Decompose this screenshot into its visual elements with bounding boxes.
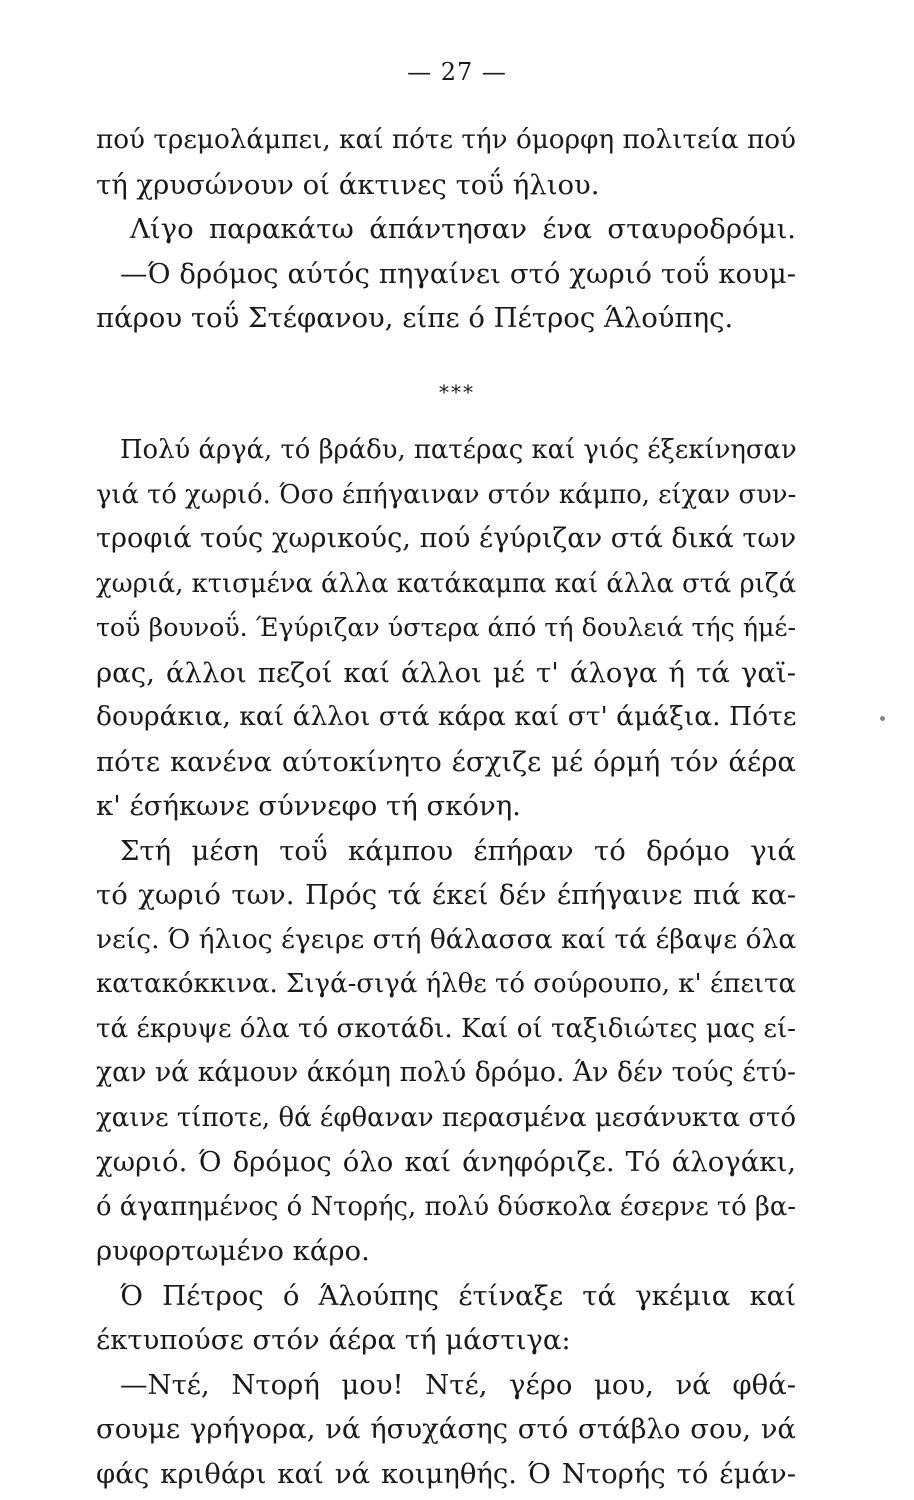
text-line: έκτυπούσε στόν άέρα τή μάστιγα: bbox=[96, 1324, 571, 1356]
text-line: τή χρυσώνουν οί άκτινες τοΰ ήλιου. bbox=[96, 168, 600, 201]
text-line: τά έκρυψε όλα τό σκοτάδι. Καί οί ταξιδιώτες μας εί- bbox=[96, 1013, 796, 1044]
top-paragraphs bbox=[96, 118, 796, 341]
text-line: κ' έσήκωνε σύννεφο τή σκόνη. bbox=[96, 790, 521, 822]
margin-speck bbox=[880, 716, 885, 721]
text-line: πάρου τοΰ Στέφανου, είπε ό Πέτρος Άλούπης. bbox=[96, 302, 734, 334]
text-line: ρυφορτωμένο κάρο. bbox=[96, 1235, 370, 1267]
text-line: κατακόκκινα. Σιγά-σιγά ήλθε τό σούρουπο, κ' έπειτα bbox=[96, 969, 796, 999]
text-line: Ό Πέτρος ό Άλούπης έτίναξε τά γκέμια καί bbox=[120, 1279, 796, 1312]
text-line: νείς. Ό ήλιος έγειρε στή θάλασσα καί τά έβαψε όλα bbox=[96, 923, 797, 955]
text-line: φάς κριθάρι καί νά κοιμηθής. Ό Ντορής τό έμάν- bbox=[96, 1457, 796, 1490]
text-line: χωριό. Ό δρόμος όλο καί άνηφόριζε. Τό άλογάκι, bbox=[96, 1146, 796, 1178]
text-line: γιά τό χωριό. Όσο έπήγαιναν στόν κάμπο, είχαν συν- bbox=[96, 479, 797, 510]
text-line: τοΰ βουνοΰ. Έγύριζαν ύστερα άπό τή δουλειά τής ήμέ- bbox=[96, 613, 796, 642]
text-line: χωριά, κτισμένα άλλα κατάκαμπα καί άλλα στά ριζά bbox=[96, 568, 797, 599]
text-line: τό χωριό των. Πρός τά έκεί δέν έπήγαινε πιά κα- bbox=[96, 879, 796, 911]
page-number: — 27 — bbox=[407, 58, 507, 86]
text-line: ρας, άλλοι πεζοί καί άλλοι μέ τ' άλογα ή τά γαϊ- bbox=[96, 656, 796, 689]
main-paragraphs bbox=[96, 428, 796, 1496]
text-line: δουράκια, καί άλλοι στά κάρα καί στ' άμάξια. Πότε bbox=[96, 701, 797, 732]
text-line: ό άγαπημένος ό Ντορής, πολύ δύσκολα έσερνε τό βα- bbox=[96, 1191, 796, 1222]
text-line: χαινε τίποτε, θά έφθαναν περασμένα μεσάνυκτα στό bbox=[96, 1102, 796, 1133]
text-line: πότε κανένα αύτοκίνητο έσχιζε μέ όρμή τόν άέρα bbox=[96, 745, 796, 778]
section-separator: *** bbox=[439, 380, 475, 404]
text-line: τροφιά τούς χωρικούς, πού έγύριζαν στά δικά των bbox=[96, 523, 797, 554]
text-line: χαν νά κάμουν άκόμη πολύ δρόμο. Άν δέν τούς έτύ- bbox=[96, 1057, 796, 1088]
text-line: Λίγο παρακάτω άπάντησαν ένα σταυροδρόμι. bbox=[130, 213, 796, 245]
text-line: πού τρεμολάμπει, καί πότε τήν όμορφη πολιτεία πού bbox=[96, 125, 796, 155]
text-line: Πολύ άργά, τό βράδυ, πατέρας καί γιός έξεκίνησαν bbox=[120, 435, 797, 465]
text-line: Στή μέση τοΰ κάμπου έπήραν τό δρόμο γιά bbox=[120, 834, 796, 867]
text-line: σουμε γρήγορα, νά ήσυχάσης στό στάβλο σου, νά bbox=[96, 1413, 796, 1445]
text-line: —Ό δρόμος αύτός πηγαίνει στό χωριό τοΰ κουμ- bbox=[120, 257, 796, 290]
text-line: —Ντέ, Ντορή μου! Ντέ, γέρο μου, νά φθά- bbox=[120, 1368, 796, 1401]
